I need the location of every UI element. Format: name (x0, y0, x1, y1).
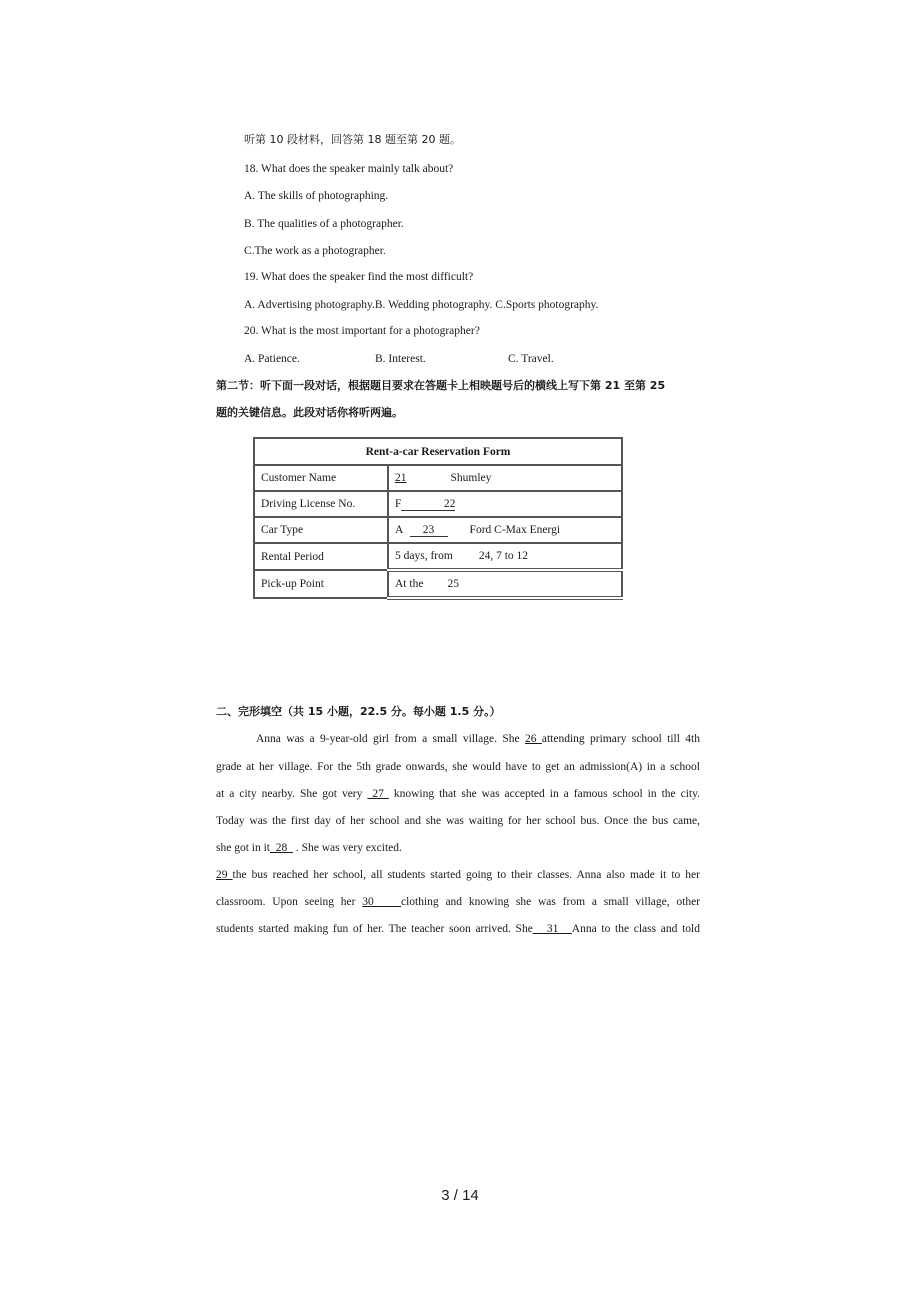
passage-line: she got in it 28 . She was very excited. (216, 842, 402, 854)
blank-30: 30 (362, 896, 401, 908)
section2-instructions-2: 题的关键信息。此段对话你将听两遍。 (216, 406, 403, 419)
question-20: 20. What is the most important for a photographer? (244, 325, 480, 337)
blank-23: 23 (410, 524, 448, 537)
passage-line: classroom. Upon seeing her 30 clothing and knowing she was from a small village, other (216, 896, 701, 908)
row-label: Car Type (254, 517, 388, 543)
blank-22: 22 (401, 498, 455, 511)
row-value: Shumley (450, 472, 492, 484)
row-label: Customer Name (254, 465, 388, 491)
blank-29: 29 (216, 869, 233, 881)
option-18a: A. The skills of photographing. (244, 190, 389, 202)
blank-21: 21 (395, 472, 407, 484)
row-prefix: F (395, 497, 402, 510)
row-label: Rental Period (254, 543, 388, 570)
blank-26: 26 (524, 733, 542, 745)
section-intro: 听第 10 段材料，回答第 18 题至第 20 题。 (244, 133, 461, 146)
row-prefix: A (395, 523, 403, 536)
passage-line: Today was the first day of her school and she was waiting for her school bus. Once the bus came, (216, 815, 700, 827)
blank-31: 31 (532, 923, 572, 935)
page-number: 3 / 14 (441, 1187, 479, 1204)
row-prefix: 5 days, from (395, 550, 453, 562)
table-row (254, 543, 622, 570)
cloze-heading: 二、完形填空（共 15 小题，22.5 分。每小题 1.5 分。） (216, 705, 501, 718)
table-row (254, 570, 622, 598)
table-row (254, 465, 622, 491)
passage-line: at a city nearby. She got very 27 knowing that she was accepted in a famous school in the city. (216, 788, 700, 800)
form-title: Rent-a-car Reservation Form (254, 438, 622, 465)
passage-line: grade at her village. For the 5th grade onwards, she would have to get an admission(A) in a school (216, 761, 700, 773)
option-18b: B. The qualities of a photographer. (244, 218, 404, 230)
option-20a: A. Patience. (244, 353, 300, 365)
row-value: 24, 7 to 12 (478, 550, 529, 562)
passage-line: Anna was a 9-year-old girl from a small village. She 26 attending primary school till 4th (256, 733, 700, 745)
passage-line: students started making fun of her. The teacher soon arrived. She 31 Anna to the class and told (216, 923, 700, 935)
question-19: 19. What does the speaker find the most difficult? (244, 271, 474, 283)
table-row (254, 491, 622, 517)
row-label: Pick-up Point (254, 570, 388, 598)
option-18c: C.The work as a photographer. (244, 245, 386, 257)
option-20b: B. Interest. (375, 353, 426, 365)
row-value: 25 (447, 578, 459, 590)
option-20c: C. Travel. (508, 353, 554, 365)
blank-27: 27 (367, 788, 389, 800)
row-prefix: At the (395, 578, 424, 590)
section2-instructions-1: 第二节：听下面一段对话，根据题目要求在答题卡上相映题号后的横线上写下第 21 至第 25 (216, 379, 666, 392)
options-19: A. Advertising photography.B. Wedding photography. C.Sports photography. (244, 299, 599, 311)
row-value: Ford C-Max Energi (469, 523, 561, 536)
row-label: Driving License No. (254, 491, 388, 517)
blank-28: 28 (270, 842, 293, 854)
reservation-form-table (253, 437, 623, 600)
passage-line: 29 the bus reached her school, all students started going to their classes. Anna also made it to her (216, 869, 700, 881)
question-18: 18. What does the speaker mainly talk about? (244, 163, 454, 175)
table-row (254, 517, 622, 543)
